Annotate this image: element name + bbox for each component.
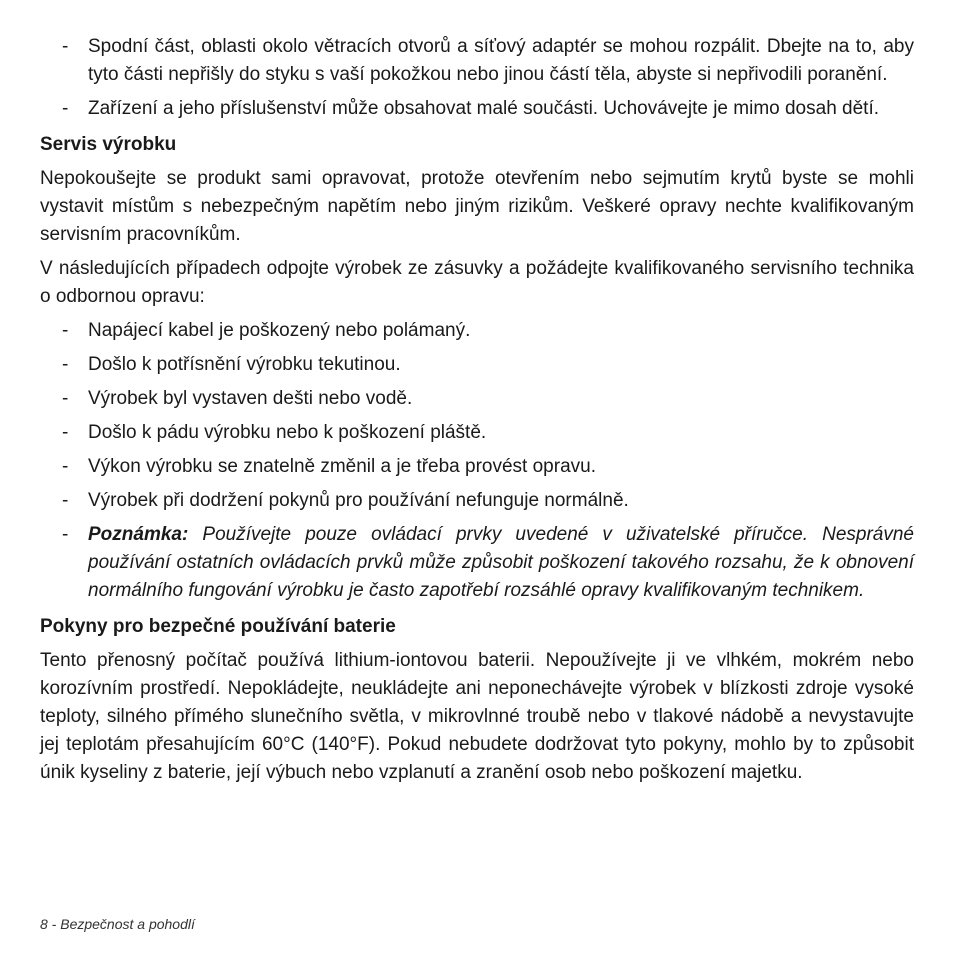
- document-page: [40, 33, 914, 793]
- list-dash: -: [62, 354, 69, 375]
- paragraph-service-intro: Nepokoušejte se produkt sami opravovat, protože otevřením nebo sejmutím krytů byste se mohli vystavit místům s nebezpečným napětím nebo jiným rizikům. Veškeré opravy nechte kvalifikovaným servisním pracovníkům.: [40, 168, 914, 245]
- list-dash: -: [62, 490, 69, 511]
- section-heading-service: Servis výrobku: [40, 134, 177, 155]
- list-item-text: Výrobek byl vystaven dešti nebo vodě.: [88, 388, 413, 409]
- section-heading-battery: Pokyny pro bezpečné používání baterie: [40, 616, 396, 637]
- paragraph-service-cases: V následujících případech odpojte výrobek ze zásuvky a požádejte kvalifikovaného servisního technika o odbornou opravu:: [40, 258, 914, 307]
- list-dash: -: [62, 524, 69, 545]
- list-item: [40, 419, 914, 447]
- list-item: [40, 487, 914, 515]
- list-item: [40, 95, 914, 123]
- list-item-text: Došlo k potřísnění výrobku tekutinou.: [88, 354, 401, 375]
- list-item: [40, 385, 914, 413]
- list-dash: -: [62, 456, 69, 477]
- list-item-text: Výrobek při dodržení pokynů pro používání nefunguje normálně.: [88, 490, 629, 511]
- note-item: [40, 521, 914, 605]
- list-dash: -: [62, 422, 69, 443]
- list-item: [40, 33, 914, 89]
- list-item-text: Spodní část, oblasti okolo větracích otvorů a síťový adaptér se mohou rozpálit. Dbejte na to, aby tyto části nepřišly do styku s vaší pokožkou nebo jinou částí těla, abyste si nepřivodili poranění.: [88, 36, 914, 85]
- list-item-text: Napájecí kabel je poškozený nebo polámaný.: [88, 320, 471, 341]
- list-item-text: Výkon výrobku se znatelně změnil a je třeba provést opravu.: [88, 456, 596, 477]
- note-text: Používejte pouze ovládací prvky uvedené v uživatelské příručce. Nesprávné používání ostatních ovládacích prvků může způsobit poškození takového rozsahu, že k obnovení normálního fungování výrobku je často zapotřebí rozsáhlé opravy kvalifikovaným technikem.: [88, 524, 914, 601]
- bullet-list-service: [40, 317, 914, 605]
- page-footer: 8 - Bezpečnost a pohodlí: [40, 916, 195, 932]
- list-item: [40, 317, 914, 345]
- list-dash: -: [62, 320, 69, 341]
- note-label: Poznámka:: [88, 524, 189, 545]
- list-item-text: Došlo k pádu výrobku nebo k poškození pláště.: [88, 422, 487, 443]
- paragraph-battery: Tento přenosný počítač používá lithium-iontovou baterii. Nepoužívejte ji ve vlhkém, mokrém nebo korozívním prostředí. Nepokládejte, neukládejte ani neponechávejte výrobek v blízkosti zdroje vysoké teploty, silného přímého slunečního světla, v mikrovlnné troubě nebo v tlakové nádobě a nevystavujte jej teplotám přesahujícím 60°C (140°F). Pokud nebudete dodržovat tyto pokyny, mohlo by to způsobit únik kyseliny z baterie, její výbuch nebo vzplanutí a zranění osob nebo poškození majetku.: [40, 650, 914, 783]
- list-dash: -: [62, 36, 69, 57]
- bullet-list-top: [40, 33, 914, 123]
- list-dash: -: [62, 98, 69, 119]
- list-item-text: Zařízení a jeho příslušenství může obsahovat malé součásti. Uchovávejte je mimo dosah dětí.: [88, 98, 880, 119]
- list-item: [40, 351, 914, 379]
- list-item: [40, 453, 914, 481]
- list-dash: -: [62, 388, 69, 409]
